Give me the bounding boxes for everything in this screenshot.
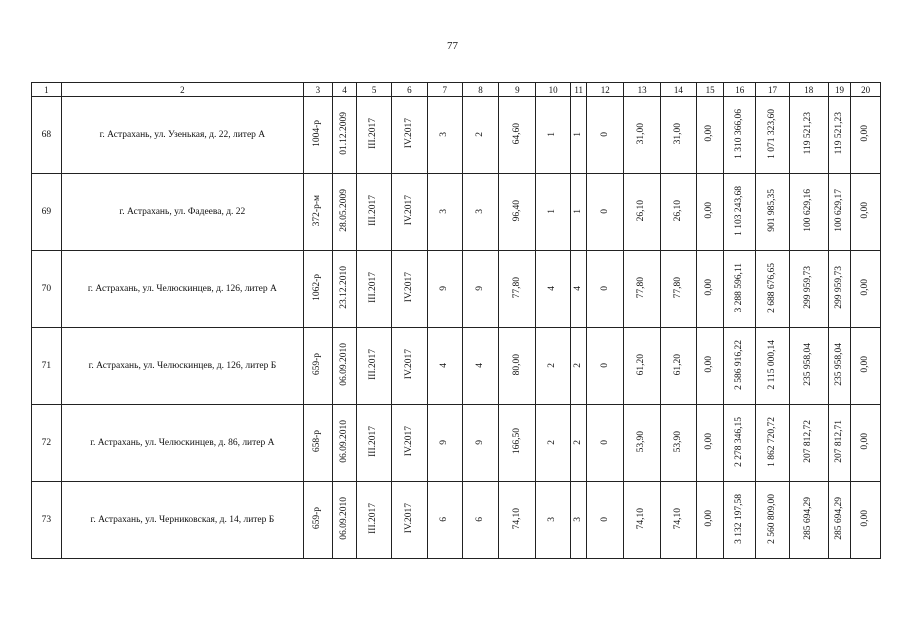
address-cell: г. Астрахань, ул. Фадеева, д. 22 [61, 174, 303, 251]
table-row [32, 405, 881, 482]
row-number: 71 [32, 328, 62, 405]
row-number: 68 [32, 97, 62, 174]
cell-value: 31,00 [672, 122, 683, 145]
cell-value: 1 862 720,72 [766, 416, 777, 467]
residents-cell [462, 174, 499, 251]
area-cell [499, 97, 536, 174]
amount-cell [696, 405, 724, 482]
table-row [32, 97, 881, 174]
count-cell [587, 97, 624, 174]
amount-cell [756, 174, 790, 251]
amount-cell [828, 251, 851, 328]
cell-value: 23.12.2010 [338, 266, 349, 309]
start-period-cell [357, 405, 392, 482]
area-cell [624, 328, 661, 405]
amount-cell [828, 328, 851, 405]
cell-value: 77,80 [511, 276, 522, 299]
order-number-cell [304, 97, 333, 174]
row-number: 69 [32, 174, 62, 251]
amount-cell [789, 328, 828, 405]
cell-value: 2 [572, 363, 583, 368]
cell-value: 2 [474, 132, 485, 137]
column-header: 12 [587, 83, 624, 97]
cell-value: 2 [572, 440, 583, 445]
cell-value: 74,10 [672, 507, 683, 530]
address-cell: г. Астрахань, ул. Челюскинцев, д. 126, литер Б [61, 328, 303, 405]
amount-cell [851, 97, 881, 174]
column-header: 20 [851, 83, 881, 97]
cell-value: 119 521,23 [803, 112, 813, 155]
cell-value: 0 [599, 363, 610, 368]
cell-value: 0,00 [704, 433, 715, 450]
cell-value: 207 812,72 [803, 420, 813, 463]
table-body [32, 97, 881, 559]
start-period-cell [357, 482, 392, 559]
cell-value: 3 [438, 132, 449, 137]
residents-cell [427, 482, 462, 559]
area-cell [660, 328, 696, 405]
column-header: 5 [357, 83, 392, 97]
cell-value: 235 958,04 [833, 343, 844, 386]
order-number-cell [304, 251, 333, 328]
cell-value: 53,90 [636, 430, 647, 453]
amount-cell [724, 482, 756, 559]
cell-value: 2 586 916,22 [733, 339, 744, 390]
address-cell: г. Астрахань, ул. Черниковская, д. 14, литер Б [61, 482, 303, 559]
amount-cell [696, 328, 724, 405]
column-header: 16 [724, 83, 756, 97]
cell-value: 0,00 [704, 125, 715, 142]
column-header: 14 [660, 83, 696, 97]
cell-value: 0 [599, 286, 610, 291]
amount-cell [756, 328, 790, 405]
cell-value: 06.09.2010 [338, 420, 349, 463]
cell-value: 0,00 [859, 433, 870, 450]
cell-value: 1 [572, 132, 583, 137]
cell-value: 28.05.2009 [338, 189, 349, 232]
cell-value: 01.12.2009 [338, 112, 349, 155]
rooms-cell [536, 251, 571, 328]
count-cell [587, 405, 624, 482]
cell-value: 06.09.2010 [338, 497, 349, 540]
end-period-cell [392, 251, 428, 328]
cell-value: III.2017 [368, 195, 379, 226]
cell-value: 4 [572, 286, 583, 291]
cell-value: 6 [438, 517, 449, 522]
cell-value: 166,50 [511, 428, 522, 455]
cell-value: 1 [547, 209, 558, 214]
rooms-cell [536, 405, 571, 482]
residents-cell [462, 328, 499, 405]
column-header: 1 [32, 83, 62, 97]
cell-value: 1 [547, 132, 558, 137]
cell-value: 372-р-м [312, 194, 323, 227]
amount-cell [789, 482, 828, 559]
amount-cell [851, 174, 881, 251]
cell-value: 3 [474, 209, 485, 214]
amount-cell [696, 174, 724, 251]
area-cell [499, 328, 536, 405]
cell-value: 285 694,29 [833, 497, 844, 540]
cell-value: 0,00 [859, 279, 870, 296]
cell-value: 299 959,73 [833, 266, 844, 309]
cell-value: 4 [438, 363, 449, 368]
residents-cell [427, 251, 462, 328]
cell-value: 1 [572, 209, 583, 214]
area-cell [624, 482, 661, 559]
cell-value: 0 [599, 132, 610, 137]
cell-value: 9 [438, 286, 449, 291]
cell-value: III.2017 [368, 349, 379, 380]
cell-value: 3 [572, 517, 583, 522]
cell-value: IV.2017 [403, 426, 414, 457]
cell-value: 2 688 676,65 [766, 262, 777, 313]
area-cell [624, 251, 661, 328]
cell-value: 1 071 323,60 [766, 108, 777, 159]
column-header: 3 [304, 83, 333, 97]
cell-value: 659-р [312, 353, 323, 376]
order-number-cell [304, 482, 333, 559]
end-period-cell [392, 328, 428, 405]
cell-value: IV.2017 [403, 503, 414, 534]
row-number: 72 [32, 405, 62, 482]
cell-value: 0,00 [859, 202, 870, 219]
cell-value: 77,80 [636, 276, 647, 299]
cell-value: IV.2017 [403, 195, 414, 226]
area-cell [624, 174, 661, 251]
residents-cell [462, 97, 499, 174]
cell-value: 61,20 [672, 353, 683, 376]
table-row [32, 482, 881, 559]
column-header: 15 [696, 83, 724, 97]
cell-value: 3 288 596,11 [733, 262, 744, 313]
cell-value: 0,00 [859, 125, 870, 142]
cell-value: 0 [599, 517, 610, 522]
amount-cell [851, 482, 881, 559]
start-period-cell [357, 97, 392, 174]
rooms-cell [536, 174, 571, 251]
amount-cell [851, 405, 881, 482]
cell-value: III.2017 [368, 503, 379, 534]
cell-value: 64,60 [511, 122, 522, 145]
cell-value: 1 103 243,68 [733, 185, 744, 236]
amount-cell [724, 97, 756, 174]
amount-cell [789, 97, 828, 174]
amount-cell [756, 251, 790, 328]
end-period-cell [392, 97, 428, 174]
count-cell [587, 328, 624, 405]
amount-cell [724, 405, 756, 482]
amount-cell [828, 482, 851, 559]
amount-cell [696, 482, 724, 559]
residents-cell [427, 405, 462, 482]
area-cell [660, 174, 696, 251]
amount-cell [756, 97, 790, 174]
start-period-cell [357, 174, 392, 251]
cell-value: 0 [599, 440, 610, 445]
end-period-cell [392, 174, 428, 251]
residents-cell [427, 174, 462, 251]
cell-value: 96,40 [511, 199, 522, 222]
order-date-cell [332, 251, 357, 328]
cell-value: 100 629,17 [833, 189, 844, 232]
area-cell [660, 251, 696, 328]
cell-value: 6 [474, 517, 485, 522]
table-row [32, 328, 881, 405]
cell-value: IV.2017 [403, 118, 414, 149]
address-cell: г. Астрахань, ул. Узенькая, д. 22, литер А [61, 97, 303, 174]
count-cell [587, 482, 624, 559]
order-date-cell [332, 405, 357, 482]
cell-value: 3 [547, 517, 558, 522]
column-header: 7 [427, 83, 462, 97]
cell-value: 3 132 197,58 [733, 493, 744, 544]
cell-value: 4 [547, 286, 558, 291]
cell-value: 1004-р [312, 120, 323, 147]
order-date-cell [332, 174, 357, 251]
cell-value: 2 560 809,00 [766, 493, 777, 544]
residents-cell [427, 97, 462, 174]
amount-cell [696, 97, 724, 174]
cell-value: 0,00 [704, 356, 715, 373]
area-cell [660, 405, 696, 482]
order-number-cell [304, 328, 333, 405]
end-period-cell [392, 482, 428, 559]
cell-value: 26,10 [672, 199, 683, 222]
row-number: 73 [32, 482, 62, 559]
cell-value: 0,00 [704, 510, 715, 527]
table-row [32, 174, 881, 251]
amount-cell [789, 251, 828, 328]
cell-value: 299 959,73 [803, 266, 813, 309]
residents-cell [462, 482, 499, 559]
cell-value: 31,00 [636, 122, 647, 145]
address-cell: г. Астрахань, ул. Челюскинцев, д. 126, литер А [61, 251, 303, 328]
column-header: 11 [570, 83, 586, 97]
cell-value: III.2017 [368, 118, 379, 149]
residents-cell [427, 328, 462, 405]
cell-value: 3 [438, 209, 449, 214]
rooms-cell [570, 251, 586, 328]
amount-cell [789, 405, 828, 482]
cell-value: 77,80 [672, 276, 683, 299]
amount-cell [724, 328, 756, 405]
rooms-cell [570, 405, 586, 482]
amount-cell [828, 405, 851, 482]
area-cell [660, 482, 696, 559]
rooms-cell [536, 328, 571, 405]
amount-cell [828, 174, 851, 251]
rooms-cell [570, 174, 586, 251]
cell-value: 0 [599, 209, 610, 214]
cell-value: 9 [474, 440, 485, 445]
area-cell [624, 405, 661, 482]
cell-value: 9 [438, 440, 449, 445]
column-number-row [32, 83, 881, 97]
housing-register-table [31, 82, 881, 559]
area-cell [499, 251, 536, 328]
order-date-cell [332, 328, 357, 405]
amount-cell [724, 251, 756, 328]
cell-value: 74,10 [636, 507, 647, 530]
amount-cell [851, 328, 881, 405]
cell-value: 61,20 [636, 353, 647, 376]
cell-value: 0,00 [704, 202, 715, 219]
residents-cell [462, 251, 499, 328]
rooms-cell [570, 97, 586, 174]
cell-value: 119 521,23 [833, 112, 844, 155]
cell-value: 74,10 [511, 507, 522, 530]
amount-cell [828, 97, 851, 174]
cell-value: 06.09.2010 [338, 343, 349, 386]
residents-cell [462, 405, 499, 482]
cell-value: 235 958,04 [803, 343, 813, 386]
order-date-cell [332, 97, 357, 174]
cell-value: 1062-р [312, 274, 323, 301]
amount-cell [756, 405, 790, 482]
area-cell [499, 174, 536, 251]
cell-value: 53,90 [672, 430, 683, 453]
rooms-cell [536, 482, 571, 559]
cell-value: IV.2017 [403, 272, 414, 303]
cell-value: 9 [474, 286, 485, 291]
column-header: 17 [756, 83, 790, 97]
column-header: 9 [499, 83, 536, 97]
cell-value: 658-р [312, 430, 323, 453]
cell-value: 2 115 000,14 [766, 339, 777, 390]
amount-cell [724, 174, 756, 251]
cell-value: 100 629,16 [803, 189, 813, 232]
start-period-cell [357, 328, 392, 405]
count-cell [587, 174, 624, 251]
cell-value: 0,00 [859, 510, 870, 527]
column-header: 10 [536, 83, 571, 97]
cell-value: 659-р [312, 507, 323, 530]
start-period-cell [357, 251, 392, 328]
amount-cell [789, 174, 828, 251]
amount-cell [696, 251, 724, 328]
column-header: 19 [828, 83, 851, 97]
area-cell [499, 482, 536, 559]
cell-value: 26,10 [636, 199, 647, 222]
count-cell [587, 251, 624, 328]
row-number: 70 [32, 251, 62, 328]
column-header: 18 [789, 83, 828, 97]
cell-value: 2 [547, 363, 558, 368]
cell-value: 2 [547, 440, 558, 445]
order-date-cell [332, 482, 357, 559]
column-header: 8 [462, 83, 499, 97]
column-header: 4 [332, 83, 357, 97]
order-number-cell [304, 174, 333, 251]
column-header: 6 [392, 83, 428, 97]
cell-value: III.2017 [368, 272, 379, 303]
cell-value: IV.2017 [403, 349, 414, 380]
cell-value: 0,00 [859, 356, 870, 373]
rooms-cell [570, 482, 586, 559]
cell-value: 207 812,71 [833, 420, 844, 463]
cell-value: III.2017 [368, 426, 379, 457]
order-number-cell [304, 405, 333, 482]
cell-value: 80,00 [511, 353, 522, 376]
cell-value: 2 278 346,15 [733, 416, 744, 467]
area-cell [660, 97, 696, 174]
column-header: 13 [624, 83, 661, 97]
amount-cell [851, 251, 881, 328]
page-number: 77 [447, 40, 458, 52]
amount-cell [756, 482, 790, 559]
cell-value: 4 [474, 363, 485, 368]
cell-value: 901 985,35 [766, 189, 777, 232]
end-period-cell [392, 405, 428, 482]
area-cell [624, 97, 661, 174]
column-header: 2 [61, 83, 303, 97]
address-cell: г. Астрахань, ул. Челюскинцев, д. 86, литер А [61, 405, 303, 482]
cell-value: 285 694,29 [803, 497, 813, 540]
rooms-cell [536, 97, 571, 174]
cell-value: 1 310 366,06 [733, 108, 744, 159]
rooms-cell [570, 328, 586, 405]
table-row [32, 251, 881, 328]
area-cell [499, 405, 536, 482]
cell-value: 0,00 [704, 279, 715, 296]
